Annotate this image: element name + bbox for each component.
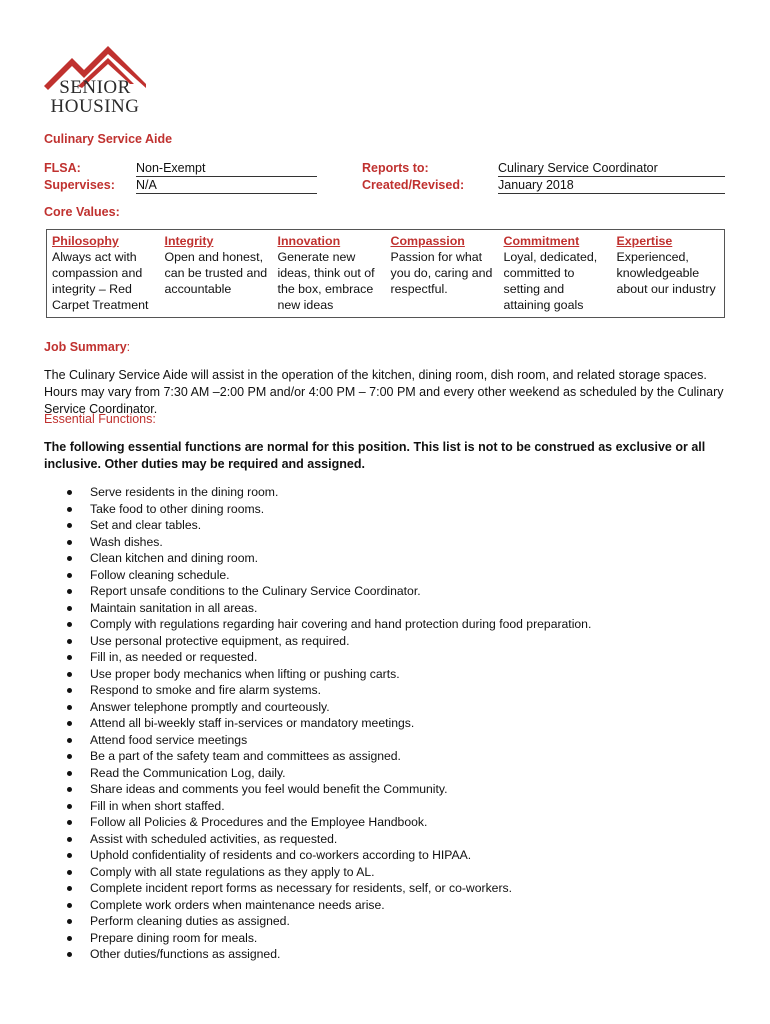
flsa-label: FLSA: (44, 161, 81, 175)
job-title: Culinary Service Aide (44, 132, 173, 146)
job-summary-label: Job Summary (44, 340, 127, 354)
created-label: Created/Revised: (362, 178, 465, 192)
core-value-title: Integrity (164, 234, 214, 248)
reports-label: Reports to: (362, 161, 429, 175)
function-item: Take food to other dining rooms. (44, 501, 591, 518)
function-item: Attend food service meetings (44, 732, 591, 749)
core-value-commitment (499, 230, 612, 318)
core-value-integrity (160, 230, 273, 318)
core-value-title: Philosophy (52, 234, 119, 248)
function-item: Report unsafe conditions to the Culinary Service Coordinator. (44, 583, 591, 600)
core-value-title: Commitment (503, 234, 580, 248)
function-item: Set and clear tables. (44, 517, 591, 534)
function-item: Be a part of the safety team and committees as assigned. (44, 748, 591, 765)
logo-wordmark (44, 78, 146, 116)
function-item: Fill in, as needed or requested. (44, 649, 591, 666)
core-value-text: Experienced, knowledgeable about our industry (616, 250, 716, 296)
core-value-text: Always act with compassion and integrity – Red Carpet Treatment (52, 250, 149, 312)
function-item: Use proper body mechanics when lifting or pushing carts. (44, 666, 591, 683)
function-item: Prepare dining room for meals. (44, 930, 591, 947)
core-value-text: Generate new ideas, think out of the box, embrace new ideas (277, 250, 375, 312)
function-item: Read the Communication Log, daily. (44, 765, 591, 782)
core-value-title: Expertise (616, 234, 673, 248)
function-item: Comply with all state regulations as they apply to AL. (44, 864, 591, 881)
reports-value: Culinary Service Coordinator (498, 161, 725, 177)
core-values-heading: Core Values: (44, 205, 120, 219)
function-item: Follow cleaning schedule. (44, 567, 591, 584)
function-item: Wash dishes. (44, 534, 591, 551)
supervises-label: Supervises: (44, 178, 115, 192)
function-item: Perform cleaning duties as assigned. (44, 913, 591, 930)
function-item: Assist with scheduled activities, as requested. (44, 831, 591, 848)
job-summary-heading (44, 340, 130, 354)
core-value-compassion (386, 230, 499, 318)
core-value-expertise (612, 230, 725, 318)
core-value-text: Loyal, dedicated, committed to setting and attaining goals (503, 250, 598, 312)
core-value-title: Innovation (277, 234, 341, 248)
function-item: Respond to smoke and fire alarm systems. (44, 682, 591, 699)
function-item: Complete work orders when maintenance needs arise. (44, 897, 591, 914)
function-item: Use personal protective equipment, as required. (44, 633, 591, 650)
created-value: January 2018 (498, 178, 725, 194)
function-item: Follow all Policies & Procedures and the Employee Handbook. (44, 814, 591, 831)
essential-functions-intro: The following essential functions are normal for this position. This list is not to be construed as exclusive or all inclusive. Other duties may be required and assigned. (44, 440, 706, 471)
essential-functions-heading: Essential Functions: (44, 412, 156, 426)
job-summary-colon: : (126, 340, 131, 354)
function-item: Attend all bi-weekly staff in-services or mandatory meetings. (44, 715, 591, 732)
core-value-philosophy (47, 230, 160, 318)
function-item: Share ideas and comments you feel would benefit the Community. (44, 781, 591, 798)
function-item: Comply with regulations regarding hair covering and hand protection during food preparation. (44, 616, 591, 633)
flsa-row (44, 161, 81, 175)
logo-line-1: SENIOR (59, 77, 131, 98)
created-row (362, 178, 464, 192)
supervises-row (44, 178, 115, 192)
core-values-table (46, 229, 725, 318)
function-item: Answer telephone promptly and courteously. (44, 699, 591, 716)
core-value-text: Open and honest, can be trusted and accountable (164, 250, 268, 296)
supervises-value: N/A (136, 178, 317, 194)
core-value-text: Passion for what you do, caring and respectful. (390, 250, 493, 296)
function-item: Fill in when short staffed. (44, 798, 591, 815)
function-item: Serve residents in the dining room. (44, 484, 591, 501)
function-item: Other duties/functions as assigned. (44, 946, 591, 963)
core-value-title: Compassion (390, 234, 465, 248)
flsa-value: Non-Exempt (136, 161, 317, 177)
logo-line-2: HOUSING (50, 96, 140, 117)
job-summary-text: The Culinary Service Aide will assist in the operation of the kitchen, dining room, dish room, and related storage spaces. Hours may vary from 7:30 AM –2:00 PM and/or 4:00 PM – 7:00 PM and every other weekend as scheduled by the Culinary Service Coordinator. (44, 368, 724, 416)
essential-functions-list (44, 484, 591, 963)
function-item: Maintain sanitation in all areas. (44, 600, 591, 617)
function-item: Uphold confidentiality of residents and co-workers according to HIPAA. (44, 847, 591, 864)
reports-row (362, 161, 429, 175)
function-item: Complete incident report forms as necessary for residents, self, or co-workers. (44, 880, 591, 897)
function-item: Clean kitchen and dining room. (44, 550, 591, 567)
core-value-innovation (273, 230, 386, 318)
